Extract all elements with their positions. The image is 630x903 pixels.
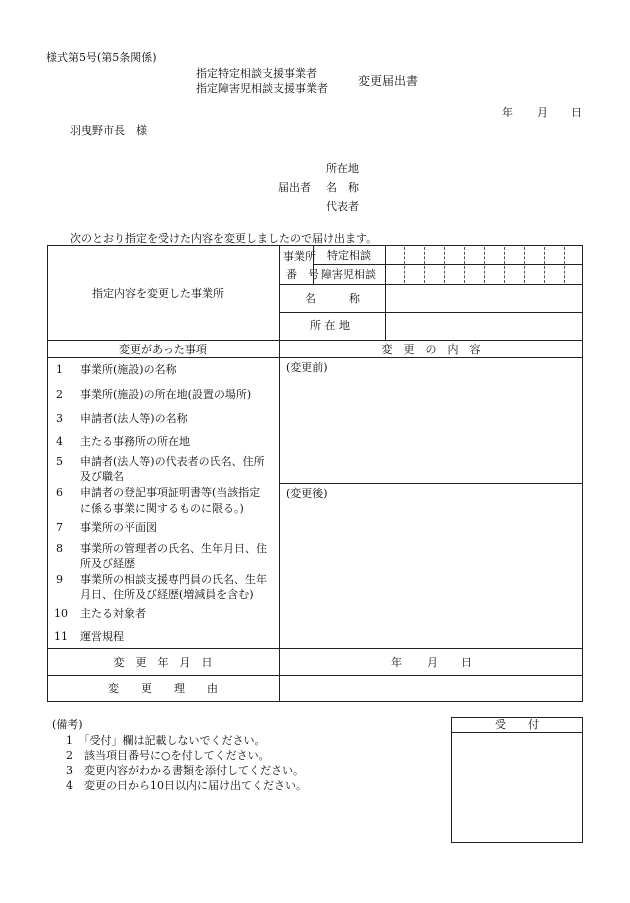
item-1-number: 1 — [56, 363, 63, 376]
item-8-text-line-2: 所及び経歴 — [80, 557, 135, 570]
item-9-text-line-1: 事業所の相談支援専門員の氏名、生年 — [80, 573, 267, 586]
item-9-number: 9 — [56, 573, 63, 586]
after-label: (変更後) — [286, 487, 328, 500]
page-title: 変更届出書 — [358, 74, 419, 88]
item-10-text: 主たる対象者 — [80, 607, 146, 620]
addressee: 羽曳野市長 様 — [70, 124, 147, 137]
form-number: 様式第5号(第5条関係) — [46, 51, 157, 64]
note-4: 4 変更の日から10日以内に届け出てください。 — [66, 779, 307, 792]
title-line-1: 指定特定相談支援事業者 — [196, 67, 317, 80]
before-label: (変更前) — [286, 361, 328, 374]
change-date-label: 変 更 年 月 日 — [113, 656, 213, 669]
content-header: 変 更 の 内 容 — [381, 343, 481, 356]
item-3-number: 3 — [56, 412, 63, 425]
item-9-text-line-2: 月日、住所及び経歴(増減員を含む) — [80, 588, 254, 601]
item-1-text: 事業所(施設)の名称 — [80, 363, 177, 376]
item-5-text-line-1: 申請者(法人等)の代表者の氏名、住所 — [80, 455, 265, 468]
note-3: 3 変更内容がわかる書類を添付してください。 — [66, 764, 304, 777]
item-10-number: 10 — [54, 607, 68, 620]
item-7-text: 事業所の平面図 — [80, 521, 157, 534]
date-day: 日 — [571, 106, 582, 119]
reception-label: 受 付 — [495, 718, 539, 731]
note-2: 2 該当項目番号に○を付してください。 — [66, 749, 270, 762]
item-8-text-line-1: 事業所の管理者の氏名、生年月日、住 — [80, 542, 267, 555]
change-reason-label: 変 更 理 由 — [108, 682, 218, 695]
item-3-text: 申請者(法人等)の名称 — [80, 412, 188, 425]
item-4-text: 主たる事務所の所在地 — [80, 435, 190, 448]
date-month: 月 — [537, 106, 548, 119]
item-7-number: 7 — [56, 521, 63, 534]
item-6-text-line-2: に係る事業に関するものに限る。) — [80, 502, 244, 515]
item-11-number: 11 — [54, 630, 68, 643]
office-name-label: 名 称 — [305, 292, 360, 305]
item-6-number: 6 — [56, 486, 63, 499]
change-date-month: 月 — [427, 656, 438, 669]
notes-title: (備考) — [52, 718, 83, 731]
item-2-number: 2 — [56, 388, 63, 401]
specific-consultation-label: 特定相談 — [327, 249, 371, 262]
table-border — [47, 245, 583, 702]
changes-header: 変更があった事項 — [119, 343, 207, 356]
notifier-label: 届出者 — [278, 181, 311, 194]
note-1: 1 「受付」欄は記載しないでください。 — [66, 734, 266, 747]
title-line-2: 指定障害児相談支援事業者 — [196, 82, 328, 95]
intro-text: 次のとおり指定を受けた内容を変更しましたので届け出ます。 — [70, 232, 378, 245]
notifier-name-label: 名 称 — [326, 181, 359, 194]
change-date-year: 年 — [391, 656, 402, 669]
office-number-label-2: 番 号 — [286, 268, 319, 281]
item-6-text-line-1: 申請者の登記事項証明書等(当該指定 — [80, 486, 261, 499]
notifier-address-label: 所在地 — [326, 162, 359, 175]
reception-border — [451, 717, 583, 843]
item-8-number: 8 — [56, 542, 63, 555]
disabled-child-consultation-label: 障害児相談 — [321, 268, 376, 281]
change-date-day: 日 — [461, 656, 472, 669]
item-11-text: 運営規程 — [80, 630, 124, 643]
item-5-text-line-2: 及び職名 — [80, 470, 124, 483]
item-2-text: 事業所(施設)の所在地(設置の場所) — [80, 388, 252, 401]
item-4-number: 4 — [56, 435, 63, 448]
item-5-number: 5 — [56, 455, 63, 468]
date-year: 年 — [502, 106, 513, 119]
notifier-representative-label: 代表者 — [326, 200, 359, 213]
office-number-label-1: 事業所 — [283, 250, 316, 263]
office-location-label: 所 在 地 — [310, 319, 350, 332]
office-block-label: 指定内容を変更した事業所 — [92, 287, 224, 300]
